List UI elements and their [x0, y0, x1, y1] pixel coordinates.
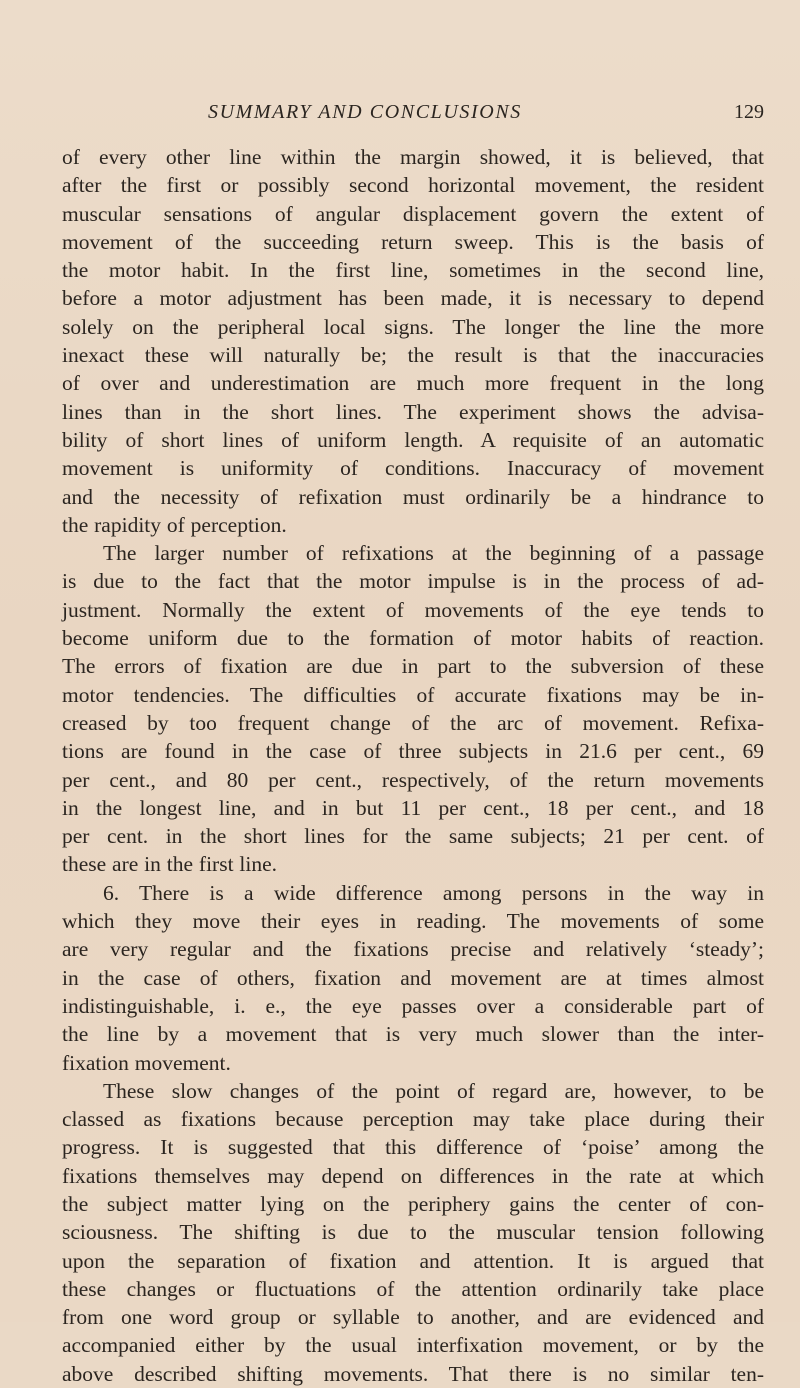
text-line: inexact these will naturally be; the result is that the inaccuracies	[62, 343, 764, 368]
text-line: creased by too frequent change of the arc of movement. Refixa-	[62, 710, 764, 735]
text-line: in the longest line, and in but 11 per cent., 18 per cent., and 18	[62, 795, 764, 820]
text-line: accompanied either by the usual interfixation movement, or by the	[62, 1333, 764, 1358]
text-line: of every other line within the margin showed, it is believed, that	[62, 145, 764, 169]
text-line: sciousness. The shifting is due to the muscular tension following	[62, 1220, 764, 1245]
text-line: These slow changes of the point of regard are, however, to be	[103, 1078, 764, 1103]
text-line: the motor habit. In the first line, sometimes in the second line,	[62, 258, 764, 283]
text-line: motor tendencies. The difficulties of accurate fixations may be in-	[62, 682, 764, 707]
text-line: justment. Normally the extent of movements of the eye tends to	[62, 597, 764, 622]
text-line: The errors of fixation are due in part to the subversion of these	[62, 654, 764, 679]
running-head	[62, 101, 764, 129]
text-line: movement is uniformity of conditions. Inaccuracy of movement	[62, 456, 764, 481]
text-line: and the necessity of refixation must ordinarily be a hindrance to	[62, 484, 764, 509]
text-line: of over and underestimation are much more frequent in the long	[62, 371, 764, 396]
text-line: tions are found in the case of three subjects in 21.6 per cent., 69	[62, 739, 764, 764]
text-line: the rapidity of perception.	[62, 512, 287, 537]
text-line: the line by a movement that is very much slower than the inter-	[62, 1022, 764, 1047]
body-text	[62, 143, 764, 1388]
text-line: 6. There is a wide difference among persons in the way in	[103, 880, 764, 905]
text-line: become uniform due to the formation of motor habits of reaction.	[62, 626, 764, 651]
text-line: fixation movement.	[62, 1050, 231, 1075]
text-line: above described shifting movements. That there is no similar ten-	[62, 1361, 764, 1386]
text-line: per cent., and 80 per cent., respectively, of the return movements	[62, 767, 764, 792]
running-title: SUMMARY AND CONCLUSIONS	[208, 101, 522, 123]
text-line: upon the separation of fixation and attention. It is argued that	[62, 1248, 764, 1273]
text-line: solely on the peripheral local signs. The longer the line the more	[62, 314, 764, 339]
text-line: in the case of others, fixation and movement are at times almost	[62, 965, 764, 990]
text-line: from one word group or syllable to another, and are evidenced and	[62, 1305, 764, 1330]
text-line: The larger number of refixations at the beginning of a passage	[103, 541, 764, 566]
text-line: muscular sensations of angular displacement govern the extent of	[62, 201, 764, 226]
text-line: after the first or possibly second horizontal movement, the resident	[62, 173, 764, 198]
text-line: which they move their eyes in reading. The movements of some	[62, 909, 764, 934]
text-line: fixations themselves may depend on differences in the rate at which	[62, 1163, 764, 1188]
text-line: lines than in the short lines. The experiment shows the advisa-	[62, 399, 764, 424]
text-line: indistinguishable, i. e., the eye passes over a considerable part of	[62, 993, 764, 1018]
text-line: these are in the first line.	[62, 852, 278, 877]
text-line: are very regular and the fixations precise and relatively ‘steady’;	[62, 937, 764, 962]
text-line: is due to the fact that the motor impulse is in the process of ad-	[62, 569, 764, 594]
text-line: progress. It is suggested that this difference of ‘poise’ among the	[62, 1135, 764, 1160]
text-line: these changes or fluctuations of the attention ordinarily take place	[62, 1276, 764, 1301]
page-number: 129	[734, 101, 764, 123]
text-line: movement of the succeeding return sweep. This is the basis of	[62, 229, 764, 254]
text-line: before a motor adjustment has been made, it is necessary to depend	[62, 286, 764, 311]
text-line: bility of short lines of uniform length. A requisite of an automatic	[62, 427, 764, 452]
text-line: the subject matter lying on the periphery gains the center of con-	[62, 1191, 764, 1216]
text-line: classed as fixations because perception may take place during their	[62, 1107, 764, 1132]
text-line: per cent. in the short lines for the same subjects; 21 per cent. of	[62, 824, 764, 849]
